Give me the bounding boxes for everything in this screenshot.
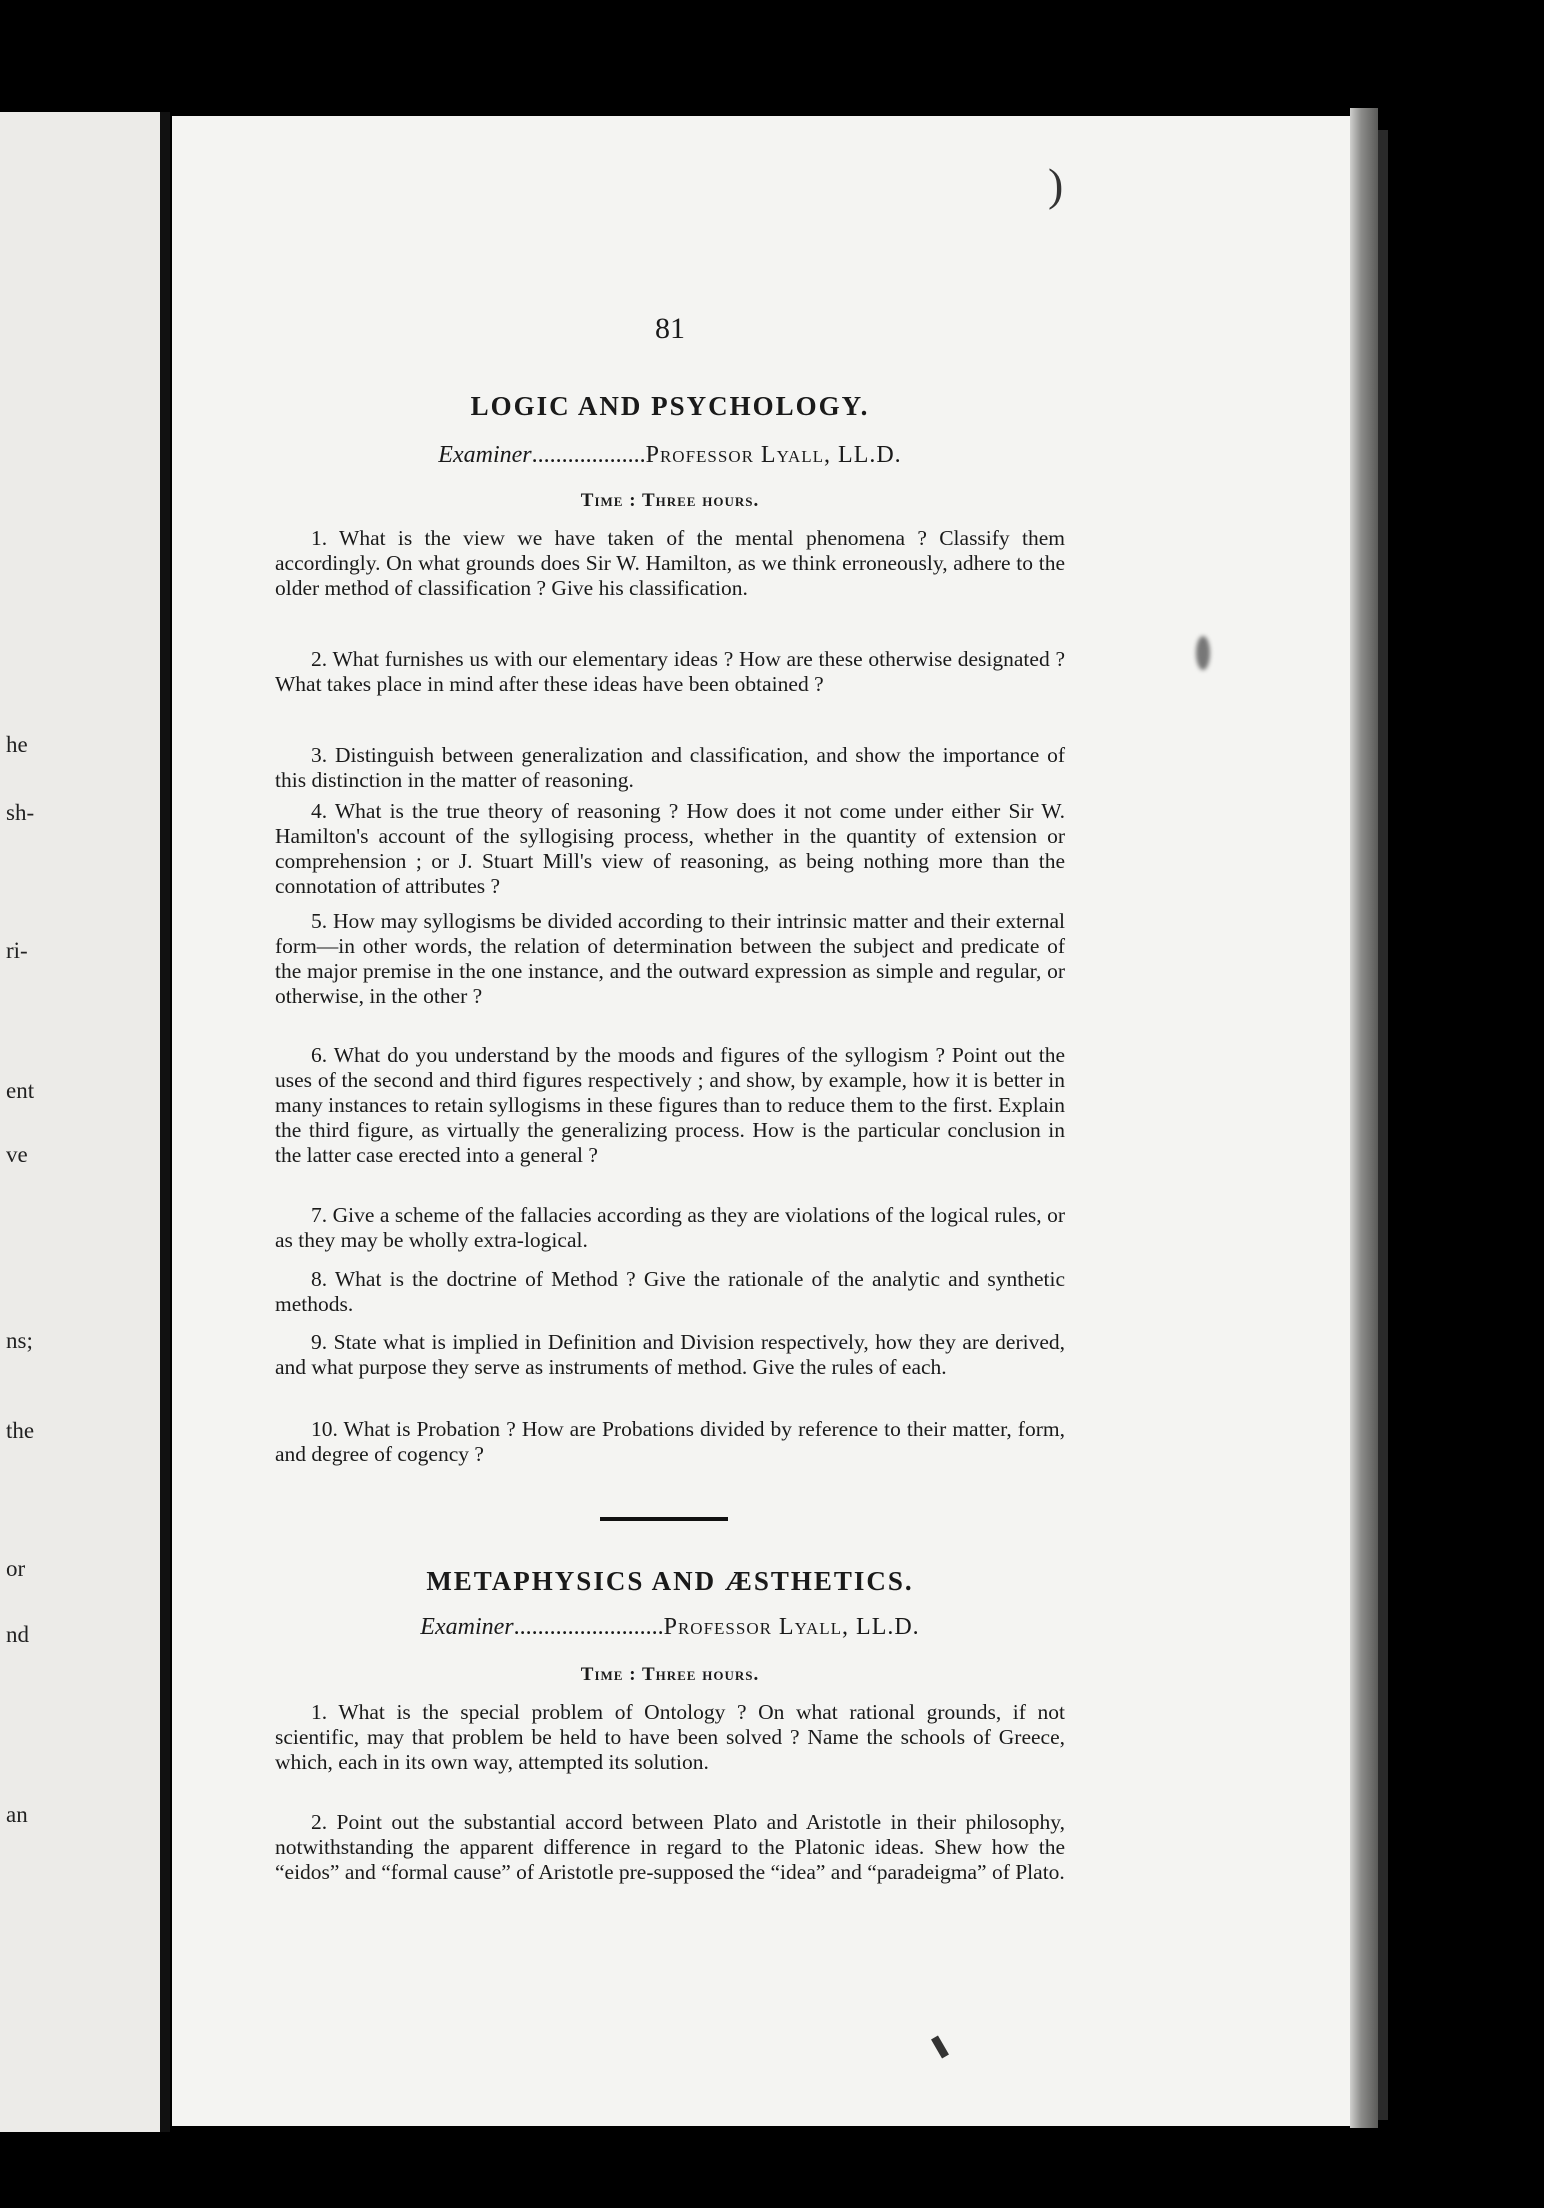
left-fragment: ve bbox=[6, 1142, 28, 1167]
question-text: Give a scheme of the fallacies according as they are violations of the logical rules, or as they may be wholly extra-logical. bbox=[275, 1203, 1066, 1252]
left-fragment: ri- bbox=[6, 938, 28, 963]
ink-mark bbox=[931, 2035, 949, 2058]
examiner-name: Professor Lyall, LL.D. bbox=[645, 442, 902, 468]
question-number: 6. bbox=[311, 1043, 328, 1067]
question-number: 2. bbox=[311, 647, 328, 671]
question bbox=[275, 1417, 1065, 1467]
question-number: 5. bbox=[311, 909, 328, 933]
question-text: What do you understand by the moods and figures of the syllogism ? Point out the uses of the second and third figures respectively ; and show, by example, how it is better in many instances to retain syllogisms in these figures than to reduce them to the first. Explain the third figure, as virtually the generalizing process. How is the particular conclusion in the latter case erected into a general ? bbox=[275, 1043, 1065, 1167]
left-fragment: he bbox=[6, 732, 28, 757]
time-line-metaphysics: Time : Three hours. bbox=[580, 1664, 760, 1685]
examiner-name: Professor Lyall, LL.D. bbox=[663, 1614, 920, 1640]
question bbox=[275, 647, 1065, 697]
question bbox=[275, 1267, 1065, 1317]
question bbox=[275, 1330, 1065, 1380]
examiner-line-metaphysics bbox=[275, 1614, 1065, 1641]
time-line-logic: Time : Three hours. bbox=[580, 490, 760, 511]
question-text: Distinguish between generalization and classification, and show the importance of this distinction in the matter of reasoning. bbox=[275, 743, 1066, 792]
question bbox=[275, 1043, 1065, 1168]
exam-page bbox=[172, 116, 1350, 2126]
question bbox=[275, 799, 1065, 899]
question-text: What is the view we have taken of the mental phenomena ? Classify them accordingly. On what grounds does Sir W. Hamilton, as we think erroneously, adhere to the older method of classification ? Give his classification. bbox=[275, 526, 1065, 600]
examiner-dots: ......................... bbox=[513, 1614, 664, 1640]
question bbox=[275, 909, 1065, 1009]
question-number: 7. bbox=[311, 1203, 328, 1227]
examiner-dots: ................... bbox=[531, 442, 646, 468]
question-number: 4. bbox=[311, 799, 328, 823]
question bbox=[275, 1810, 1065, 1885]
examiner-label: Examiner bbox=[438, 442, 532, 468]
page-number: 81 bbox=[655, 312, 685, 345]
question bbox=[275, 1700, 1065, 1775]
question bbox=[275, 526, 1065, 601]
question-number: 3. bbox=[311, 743, 328, 767]
left-fragment: nd bbox=[6, 1622, 29, 1647]
question-text: What is Probation ? How are Probations divided by reference to their matter, form, and degree of cogency ? bbox=[275, 1417, 1065, 1466]
question-number: 8. bbox=[311, 1267, 328, 1291]
question-number: 10. bbox=[311, 1417, 338, 1441]
pencil-mark: ) bbox=[1048, 159, 1064, 210]
left-fragment: an bbox=[6, 1802, 28, 1827]
question-text: What is the doctrine of Method ? Give the rationale of the analytic and synthetic methods. bbox=[275, 1267, 1065, 1316]
ink-blot bbox=[1196, 636, 1210, 670]
question-text: What is the true theory of reasoning ? How does it not come under either Sir W. Hamilton's account of the syllogising process, whether in the quantity of extension or comprehension ; or J. Stuart Mill's view of reasoning, as being nothing more than the connotation of attributes ? bbox=[275, 799, 1065, 898]
section-divider bbox=[600, 1517, 728, 1521]
question-text: What furnishes us with our elementary ideas ? How are these otherwise designated ? What takes place in mind after these ideas have been obtained ? bbox=[275, 647, 1065, 696]
question-number: 1. bbox=[311, 526, 328, 550]
question-text: State what is implied in Definition and Division respectively, how they are derived, and what purpose they serve as instruments of method. Give the rules of each. bbox=[275, 1330, 1065, 1379]
left-fragment: sh- bbox=[6, 800, 35, 825]
left-fragment: ent bbox=[6, 1078, 35, 1103]
question-text: What is the special problem of Ontology ? On what rational grounds, if not scientific, may that problem be held to have been solved ? Name the schools of Greece, which, each in its own way, attempted its solution. bbox=[275, 1700, 1065, 1774]
question-number: 9. bbox=[311, 1330, 328, 1354]
question bbox=[275, 743, 1065, 793]
examiner-line-logic bbox=[275, 442, 1065, 469]
left-page bbox=[0, 112, 170, 2132]
section-title-metaphysics: METAPHYSICS AND ÆSTHETICS. bbox=[426, 1566, 914, 1596]
question-number: 2. bbox=[311, 1810, 328, 1834]
question bbox=[275, 1203, 1065, 1253]
page-edge-shadow bbox=[1378, 130, 1388, 2120]
left-fragment: the bbox=[6, 1418, 35, 1443]
examiner-label: Examiner bbox=[420, 1614, 514, 1640]
left-fragment: ns; bbox=[6, 1328, 33, 1353]
left-fragment: or bbox=[6, 1556, 26, 1581]
question-text: Point out the substantial accord between Plato and Aristotle in their philosophy, notwithstanding the apparent difference in regard to the Platonic ideas. Shew how the “eidos” and “formal cause” of Aristotle pre-supposed the “idea” and “paradeigma” of Plato. bbox=[275, 1810, 1066, 1884]
question-number: 1. bbox=[311, 1700, 328, 1724]
question-text: How may syllogisms be divided according to their intrinsic matter and their external form—in other words, the relation of determination between the subject and predicate of the major premise in the one instance, and the outward expression as simple and regular, or otherwise, in the other ? bbox=[275, 909, 1065, 1008]
page-edge bbox=[1350, 108, 1378, 2128]
section-title-logic: LOGIC AND PSYCHOLOGY. bbox=[470, 391, 870, 421]
